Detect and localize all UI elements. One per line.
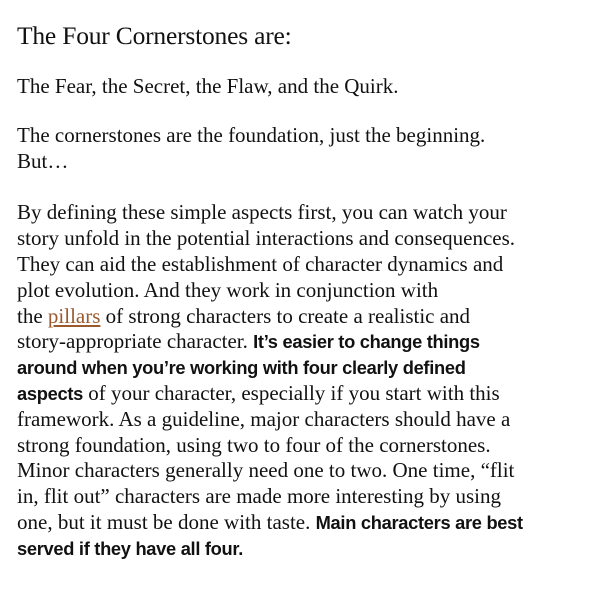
emphasis-text: aspects	[17, 382, 83, 404]
section-heading: The Four Cornerstones are:	[17, 21, 292, 50]
explanation-line-1: By defining these simple aspects first, you can watch your	[17, 200, 507, 225]
explanation-line-13	[17, 510, 579, 536]
explanation-line-5	[17, 304, 579, 330]
explanation-line-14: served if they have all four.	[17, 537, 244, 559]
foundation-line-1: The cornerstones are the foundation, just the beginning.	[17, 122, 486, 147]
foundation-line-2: But…	[17, 148, 69, 173]
explanation-line-8	[17, 381, 579, 407]
explanation-line-4: plot evolution. And they work in conjunction with	[17, 277, 439, 302]
explanation-line-11: Minor characters generally need one to two. One time, “flit	[17, 458, 515, 483]
explanation-text: the	[17, 303, 48, 328]
explanation-line-12: in, flit out” characters are made more interesting by using	[17, 484, 501, 509]
pillars-link[interactable]: pillars	[47, 303, 101, 328]
emphasis-text: It’s easier to change things	[253, 331, 480, 353]
explanation-line-7: around when you’re working with four clearly defined	[17, 357, 466, 379]
explanation-line-10: strong foundation, using two to four of the cornerstones.	[17, 432, 491, 457]
explanation-text: one, but it must be done with taste.	[17, 509, 316, 534]
cornerstones-list-paragraph: The Fear, the Secret, the Flaw, and the Quirk.	[17, 74, 399, 98]
explanation-line-9: framework. As a guideline, major characters should have a	[17, 406, 511, 431]
explanation-paragraph	[17, 200, 579, 561]
explanation-line-3: They can aid the establishment of character dynamics and	[17, 251, 504, 276]
emphasis-text: Main characters are best	[315, 511, 523, 533]
explanation-text: story-appropriate character.	[17, 329, 254, 354]
explanation-line-6	[17, 329, 579, 355]
article-body	[17, 18, 579, 562]
explanation-text: of your character, especially if you start with this	[83, 380, 500, 405]
explanation-text: of strong characters to create a realistic and	[100, 303, 471, 328]
foundation-paragraph	[17, 123, 579, 175]
explanation-line-2: story unfold in the potential interactions and consequences.	[17, 226, 516, 251]
